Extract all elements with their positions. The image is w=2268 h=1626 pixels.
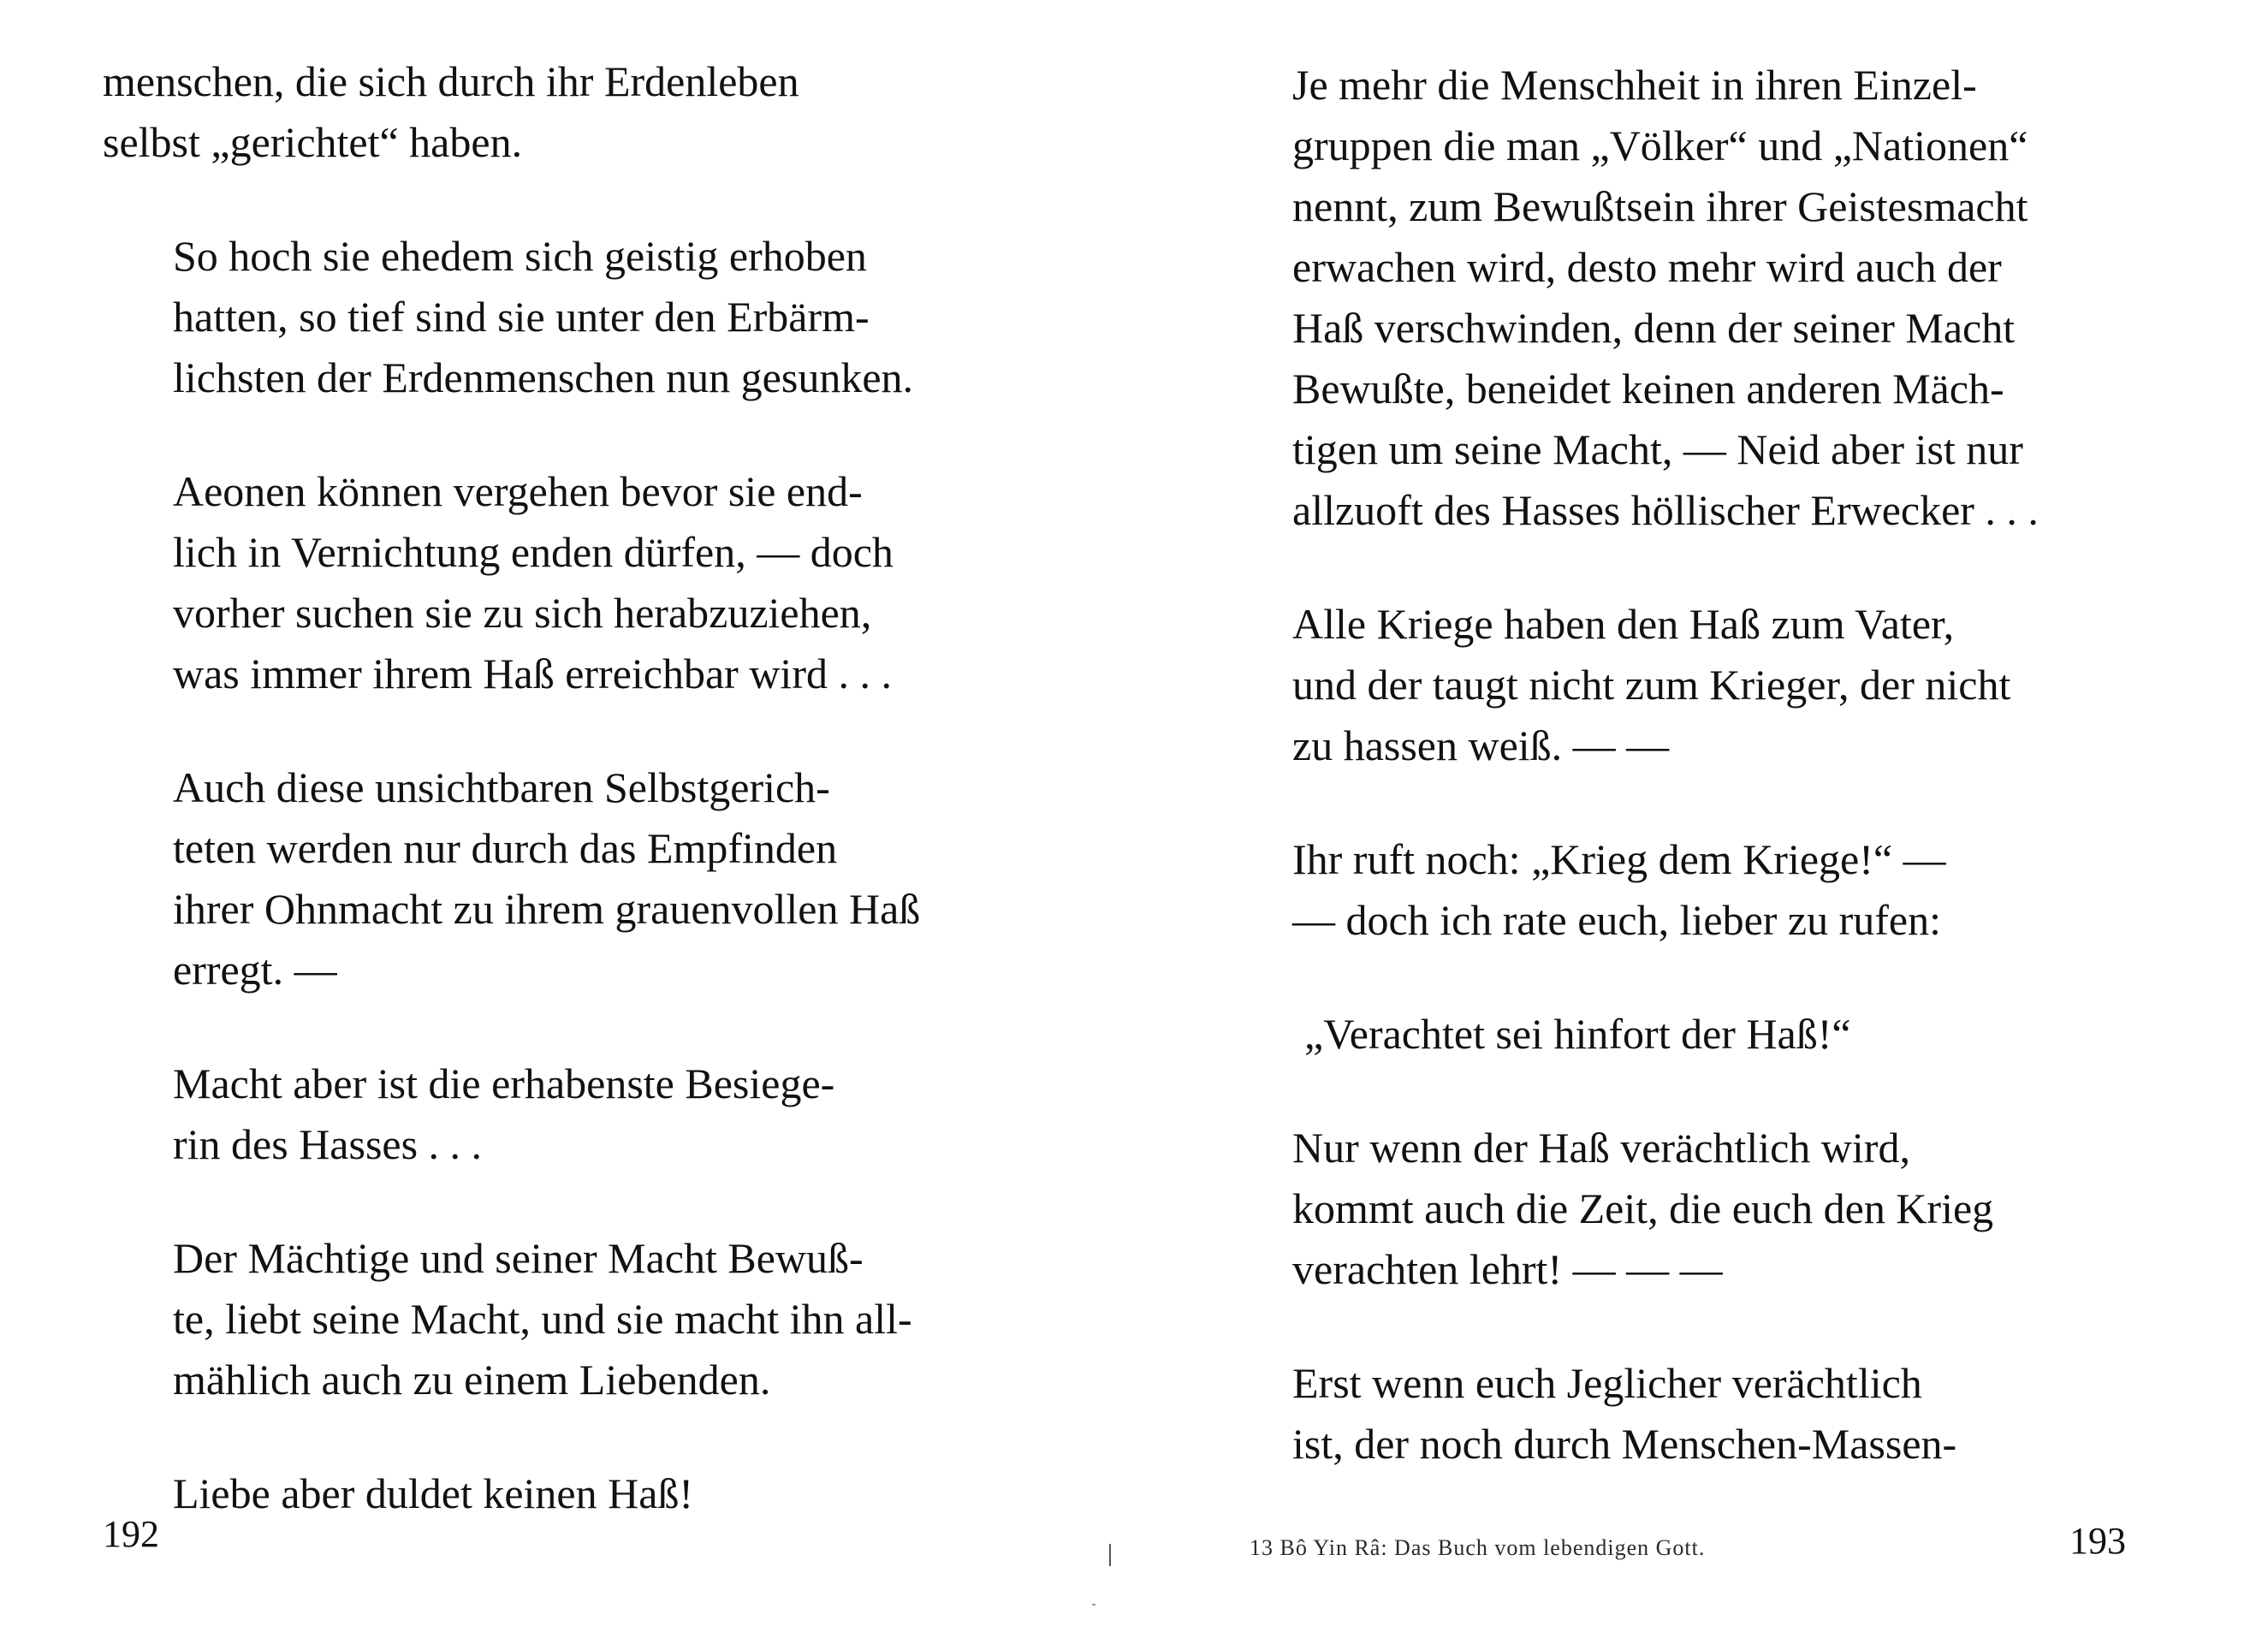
gutter-dot — [1092, 1604, 1095, 1605]
text-line: selbst „gerichtet“ haben. — [103, 118, 523, 166]
paragraph — [103, 461, 976, 704]
text-line: verachten lehrt! — — — — [1292, 1245, 1723, 1293]
text-line: kommt auch die Zeit, die euch den Krieg — [1292, 1184, 1994, 1232]
text-line: Der Mächtige und seiner Macht Bewuß- — [173, 1234, 864, 1282]
text-line: vorher suchen sie zu sich herabzuziehen, — [173, 589, 872, 637]
text-line: Haß verschwinden, denn der seiner Macht — [1292, 304, 2016, 352]
text-line: erregt. — — [173, 946, 337, 994]
printer-signature: 13 Bô Yin Râ: Das Buch vom lebendigen Gott. — [1250, 1535, 1706, 1560]
text-line: zu hassen weiß. — — — [1292, 721, 1670, 769]
text-line: lichsten der Erdenmenschen nun gesunken. — [173, 353, 914, 401]
paragraph — [103, 757, 976, 1000]
text-line: ihrer Ohnmacht zu ihrem grauenvollen Haß — [173, 885, 921, 933]
paragraph — [103, 226, 976, 408]
text-line: rin des Hasses . . . — [173, 1120, 483, 1168]
text-line: ist, der noch durch Menschen-Massen- — [1292, 1420, 1957, 1468]
paragraph — [103, 51, 976, 173]
text-line: Liebe aber duldet keinen Haß! — [173, 1469, 694, 1517]
paragraph — [1222, 829, 2131, 951]
left-text-column — [103, 51, 976, 1577]
text-line: lich in Vernichtung enden dürfen, — doch — [173, 528, 894, 576]
text-line: hatten, so tief sind sie unter den Erbärm- — [173, 293, 870, 341]
text-line: Erst wenn euch Jeglicher verächtlich — [1292, 1359, 1922, 1407]
paragraph — [1222, 55, 2131, 541]
text-line: mählich auch zu einem Liebenden. — [173, 1356, 771, 1403]
text-line: gruppen die man „Völker“ und „Nationen“ — [1292, 122, 2028, 169]
page-number: 192 — [103, 1513, 159, 1555]
text-line: erwachen wird, desto mehr wird auch der — [1292, 243, 2002, 291]
gutter-mark — [1109, 1544, 1111, 1566]
text-line: So hoch sie ehedem sich geistig erhoben — [173, 232, 867, 280]
text-line: Aeonen können vergehen bevor sie end- — [173, 467, 863, 515]
text-line: Macht aber ist die erhabenste Besiege- — [173, 1059, 835, 1107]
text-line: Auch diese unsichtbaren Selbstgerich- — [173, 763, 830, 811]
text-line: menschen, die sich durch ihr Erdenleben — [103, 57, 799, 105]
text-line: „Verachtet sei hinfort der Haß!“ — [1304, 1010, 1851, 1058]
text-line: — doch ich rate euch, lieber zu rufen: — [1292, 896, 1941, 944]
paragraph — [1222, 1353, 2131, 1475]
text-line: te, liebt seine Macht, und sie macht ihn all- — [173, 1295, 912, 1343]
text-line: Je mehr die Menschheit in ihren Einzel- — [1292, 61, 1977, 109]
text-line: Alle Kriege haben den Haß zum Vater, — [1292, 600, 1955, 648]
right-page — [1113, 0, 2268, 1626]
text-line: Bewußte, beneidet keinen anderen Mäch- — [1292, 365, 2004, 412]
text-line: Nur wenn der Haß verächtlich wird, — [1292, 1124, 1910, 1172]
left-page — [0, 0, 1070, 1626]
page-number: 193 — [2069, 1520, 2126, 1562]
paragraph — [103, 1463, 976, 1524]
text-line: allzuoft des Hasses höllischer Erwecker . . . — [1292, 486, 2039, 534]
right-text-column — [1222, 55, 2131, 1528]
paragraph — [1222, 594, 2131, 776]
paragraph — [103, 1053, 976, 1175]
text-line: und der taugt nicht zum Krieger, der nicht — [1292, 661, 2011, 709]
paragraph — [103, 1228, 976, 1410]
text-line: nennt, zum Bewußtsein ihrer Geistesmacht — [1292, 182, 2028, 230]
paragraph — [1222, 1118, 2131, 1300]
emphasized-line — [1222, 1004, 2131, 1065]
text-line: Ihr ruft noch: „Krieg dem Kriege!“ — — [1292, 835, 1946, 883]
text-line: tigen um seine Macht, — Neid aber ist nur — [1292, 425, 2023, 473]
text-line: was immer ihrem Haß erreichbar wird . . . — [173, 650, 892, 697]
text-line: teten werden nur durch das Empfinden — [173, 824, 838, 872]
